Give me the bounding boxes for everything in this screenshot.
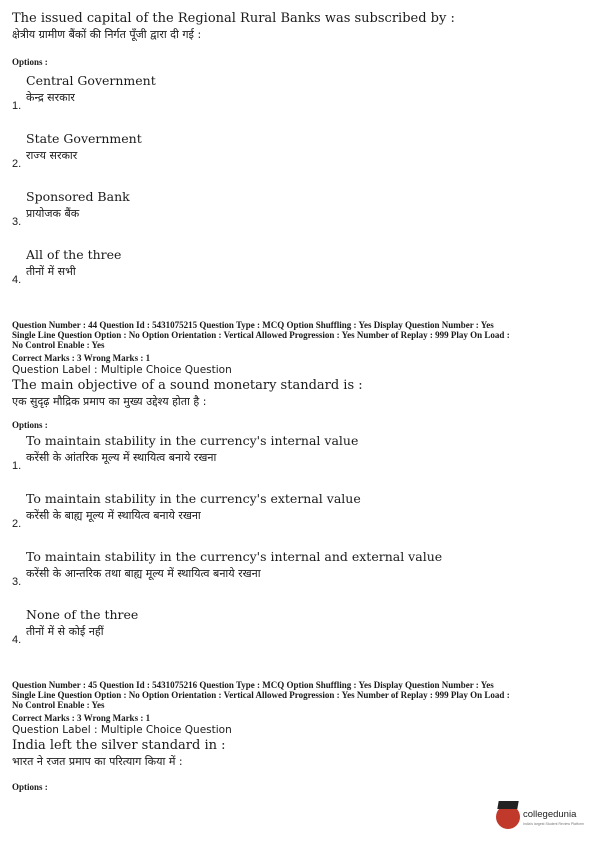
question-marks: Correct Marks : 3 Wrong Marks : 1 [12, 713, 151, 723]
option-3[interactable] [12, 188, 582, 246]
option-text-en: None of the three [26, 607, 139, 622]
question-meta-line-3: No Control Enable : Yes [12, 340, 105, 350]
option-text-en: Sponsored Bank [26, 189, 130, 204]
document-page [12, 10, 582, 793]
option-number: 3. [12, 576, 22, 588]
option-1[interactable] [12, 432, 582, 490]
option-4[interactable] [12, 606, 582, 664]
question-43 [12, 10, 582, 304]
question-text-en: The issued capital of the Regional Rural Banks was subscribed by : [12, 11, 455, 26]
options-label: Options : [12, 782, 48, 792]
option-text-en: Central Government [26, 73, 156, 88]
option-2[interactable] [12, 490, 582, 548]
option-1[interactable] [12, 72, 582, 130]
option-3[interactable] [12, 548, 582, 606]
question-label: Question Label : Multiple Choice Question [12, 364, 232, 376]
option-text-hi: राज्य सरकार [26, 149, 78, 162]
option-number: 4. [12, 634, 22, 646]
question-meta-line-2: Single Line Question Option : No Option Orientation : Vertical Allowed Progression : Yes Number of Replay : 999 Play On Load : [12, 330, 510, 340]
option-text-en: To maintain stability in the currency's internal value [26, 433, 359, 448]
option-number: 4. [12, 274, 22, 286]
option-2[interactable] [12, 130, 582, 188]
options-label: Options : [12, 420, 48, 430]
question-marks: Correct Marks : 3 Wrong Marks : 1 [12, 353, 151, 363]
collegedunia-logo [496, 801, 591, 835]
option-number: 1. [12, 460, 22, 472]
logo-name: collegedunia [523, 809, 577, 820]
option-text-hi: केन्द्र सरकार [26, 91, 75, 104]
option-text-hi: करेंसी के बाह्य मूल्य में स्थायित्व बनाये रखना [26, 509, 201, 522]
question-text-en: The main objective of a sound monetary standard is : [12, 378, 363, 393]
question-text-en: India left the silver standard in : [12, 738, 226, 753]
question-label: Question Label : Multiple Choice Question [12, 724, 232, 736]
question-meta-line-1: Question Number : 44 Question Id : 5431075215 Question Type : MCQ Option Shuffling : Yes Display Question Number : Yes [12, 320, 494, 330]
option-4[interactable] [12, 246, 582, 304]
question-meta-line-2: Single Line Question Option : No Option Orientation : Vertical Allowed Progression : Yes Number of Replay : 999 Play On Load : [12, 690, 510, 700]
option-text-hi: तीनों में सभी [26, 265, 76, 278]
option-number: 1. [12, 100, 22, 112]
option-text-en: To maintain stability in the currency's internal and external value [26, 549, 443, 564]
logo-tagline: India's largest Student Review Platform [523, 822, 584, 826]
option-number: 3. [12, 216, 22, 228]
question-text-hi: भारत ने रजत प्रमाप का परित्याग किया में : [12, 755, 183, 768]
question-meta-line-3: No Control Enable : Yes [12, 700, 105, 710]
option-text-en: To maintain stability in the currency's external value [26, 491, 361, 506]
option-text-hi: करेंसी के आन्तरिक तथा बाह्य मूल्य में स्थायित्व बनाये रखना [26, 567, 261, 580]
option-text-en: State Government [26, 131, 142, 146]
question-44 [12, 320, 582, 664]
option-text-en: All of the three [26, 247, 122, 262]
question-text-hi: क्षेत्रीय ग्रामीण बैंकों की निर्गत पूँजी द्वारा दी गई : [12, 28, 202, 41]
option-text-hi: करेंसी के आंतरिक मूल्य में स्थायित्व बनाये रखना [26, 451, 217, 464]
option-number: 2. [12, 158, 22, 170]
question-meta-line-1: Question Number : 45 Question Id : 5431075216 Question Type : MCQ Option Shuffling : Yes Display Question Number : Yes [12, 680, 494, 690]
option-number: 2. [12, 518, 22, 530]
option-text-hi: प्रायोजक बैंक [26, 207, 80, 220]
question-text-hi: एक सुदृढ़ मौद्रिक प्रमाप का मुख्य उद्देश्य होता है : [12, 395, 207, 408]
graduation-cap-icon [497, 801, 518, 809]
option-text-hi: तीनों में से कोई नहीं [26, 625, 104, 638]
question-45 [12, 680, 582, 793]
options-label: Options : [12, 57, 48, 67]
